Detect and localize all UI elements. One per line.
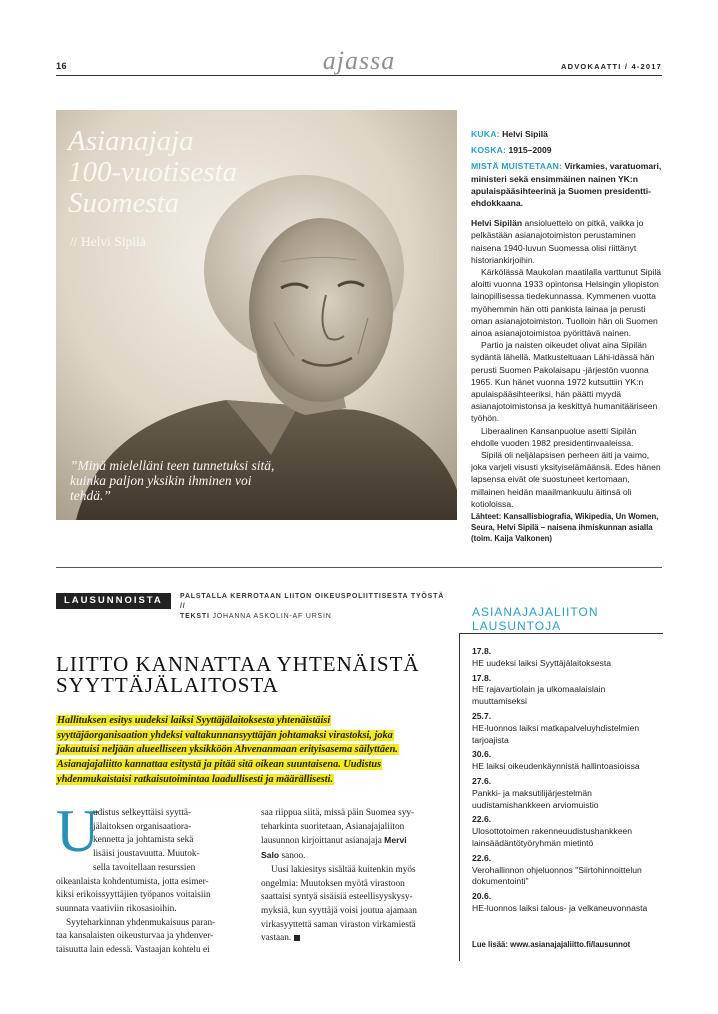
item-date: 17.8.	[472, 646, 492, 656]
item-date: 20.6.	[472, 891, 492, 902]
section-divider	[56, 567, 662, 568]
photo-quote-line: kuinka paljon yksikin ihminen voi	[70, 473, 252, 488]
bio-mista-value: Virkamies, varatuomari, ministeri sekä ensimmäinen nainen YK:n apulaispääsihteerinä ja Suomen presidentti-ehdokkaana.	[471, 161, 662, 209]
list-item	[472, 749, 662, 773]
bio-paragraph	[471, 217, 665, 266]
column-tag: LAUSUNNOISTA	[56, 593, 171, 609]
body-line: taisuutta lain edessä. Vastaajan kohtelu ei	[56, 945, 210, 956]
body-line: myksiä, kun syyttäjä voisi joutua ajamaan	[261, 905, 417, 916]
body-line-text: sanoo.	[279, 851, 306, 862]
body-line: kiksi erikoissyyttäjien työpanos voitaisiin	[56, 890, 211, 901]
bio-sources: Lähteet: Kansallisbiografia, Wikipedia, Un Women, Seura, Helvi Sipilä – naisena ihmiskunnan asialla (toim. Kaija Valkonen)	[471, 512, 659, 544]
item-text: Verohallinnon ohjeluonnos "Siirtohinnoittelun dokumentointi"	[472, 864, 642, 887]
body-line: saattaisi syntyä sisäisiä esteellisyyskysy-	[261, 892, 413, 903]
author-name: Mervi	[384, 835, 407, 846]
body-line: Syyteharkinnan yhdenmukaisuus paran-	[66, 917, 216, 928]
byline	[180, 612, 450, 622]
headline-line: LIITTO KANNATTAA YHTENÄISTÄ	[56, 652, 420, 676]
headline-line: SYYTTÄJÄLAITOSTA	[56, 673, 279, 697]
item-date: 22.6.	[472, 852, 492, 863]
item-date: 27.6.	[472, 775, 492, 786]
sidebar-rule	[459, 633, 663, 634]
body-column-1	[56, 807, 251, 958]
section-title: ajassa	[322, 46, 396, 75]
page-number: 16	[56, 61, 68, 71]
drop-cap: U	[56, 798, 100, 864]
column-description	[180, 592, 450, 622]
body-line: Uusi lakiesitys sisältää kuitenkin myös	[271, 864, 416, 875]
bio-paragraph: Sipilä oli neljälapsisen perheen äiti ja vaimo, joka varjeli visusti yksityiselämäänsä. Edes hänen lapsensa eivät ole suostuneet kertomaan, millainen heidän maailmankuulu äitinsä oli kotioloissa.	[471, 450, 661, 509]
lead-line: Hallituksen esitys uudeksi laiksi Syyttäjälaitoksesta yhtenäistäisi	[57, 715, 331, 726]
bio-paragraph-text: ansioluettelo on pitkä, vaikka jo pelkästään asianajotoimiston perustaminen naisena 1940-luvun Suomessa olisi riittänyt historiankirjoihin.	[471, 218, 644, 265]
bio-koska	[471, 144, 665, 156]
bio-paragraph: Liberaalinen Kansanpuolue asetti Sipilän ehdolle vuoden 1982 presidentinvaaleissa.	[471, 425, 637, 448]
photo-title-line: Suomesta	[68, 187, 180, 219]
list-item	[472, 891, 662, 915]
bio-koska-value: 1915–2009	[508, 145, 552, 156]
body-line	[261, 932, 446, 946]
bio-paragraph: Kärkölässä Maukolan maatilalla varttunut Sipilä aloitti vuonna 1933 opintonsa Helsingin yliopiston lainopillisessa tiedekunnassa. Kymmenen vuotta myöhemmin hän otti pankista lainaa ja perusti oman asianajotoimiston. Tuolloin hän oli Suomen ainoa asianajotoimistoa pyörittävä nainen.	[471, 267, 662, 339]
item-date: 25.7.	[472, 710, 492, 721]
photo-quote-line: tehdä.”	[70, 488, 111, 503]
list-item	[472, 711, 662, 746]
body-line	[261, 849, 446, 864]
author-surname: Salo	[261, 850, 280, 861]
photo-title	[68, 126, 237, 219]
body-line: kennetta ja johtamista sekä	[93, 835, 194, 846]
column-description-text: PALSTALLA KERROTAAN LIITON OIKEUSPOLIITTISESTA TYÖSTÄ //	[180, 593, 445, 610]
bio-mista	[471, 160, 665, 209]
item-text: Ulosottotoimen rakenneuudistushankkeen lainsäädäntötyöryhmän mietintö	[472, 826, 633, 848]
lead-line: Asianajajaliitto kannattaa esitystä ja pitää sitä oikean suuntaisena. Uudistus	[57, 759, 382, 771]
item-text: HE rajavartiolain ja ulkomaalaislain muuttamiseksi	[472, 684, 606, 707]
sidebar-title-line: ASIANAJAJALIITON	[472, 605, 599, 619]
sidebar-title-line: LAUSUNTOJA	[472, 618, 562, 633]
item-text: HE uudeksi laiksi Syyttäjälaitoksesta	[472, 657, 611, 668]
body-line: ongelmia: Muutoksen myötä virastoon	[261, 878, 405, 889]
sidebar-title	[472, 606, 598, 633]
article-lead	[56, 714, 412, 788]
bio-paragraph: Partio ja naisten oikeudet olivat aina Sipilän sydäntä lähellä. Matkusteltuaan Lähi-idässä hän perusti Suomen Pakolaisapu -järjestön vuonna 1965. Kun hänet vuonna 1972 kutsuttiin YK:n apulaispääsihteeriksi, hän päätti myydä asianajotoimistonsa ja keskittyä humanitääriseen työhön.	[471, 340, 658, 424]
body-line: taa kansalaisten oikeusturvaa ja yhdenver-	[56, 931, 214, 942]
lead-line: syyttäjäorganisaation yhdeksi valtakunnansyyttäjän johtamaksi virastoksi, joka	[57, 729, 393, 741]
bio-kuka	[471, 128, 665, 140]
photo-title-line: Asianajaja	[68, 125, 194, 157]
photo-quote	[70, 458, 420, 503]
item-text: HE-luonnos laiksi matkapalveluyhdistelmien tarjoajista	[472, 722, 640, 745]
photo-subtitle: // Helvi Sipilä	[70, 234, 146, 249]
article-headline	[56, 654, 436, 696]
body-line: teharkinta suoritetaan, Asianajajaliiton	[261, 821, 405, 832]
photo-title-line: 100-vuotisesta	[68, 156, 238, 188]
body-line: saa riippua siitä, missä päin Suomea syy-	[261, 808, 415, 818]
byline-name: JOHANNA ASKOLIN-AF URSIN	[212, 613, 332, 620]
bio-mista-label: MISTÄ MUISTETAAN:	[471, 161, 563, 172]
item-date: 17.8.	[472, 672, 492, 683]
item-text: HE-luonnos laiksi talous- ja velkaneuvonnasta	[472, 902, 648, 913]
bio-lead-name: Helvi Sipilän	[471, 218, 523, 229]
item-date: 30.6.	[472, 749, 492, 760]
list-item	[472, 814, 662, 849]
body-line: jälaitoksen organisaatiora-	[93, 821, 192, 832]
body-line-text: vastaan.	[261, 933, 292, 944]
body-line: virkasyyttettä saman viraston virkamiestä	[261, 919, 416, 930]
statement-list	[472, 646, 662, 918]
sidebar-footer-link[interactable]: Lue lisää: www.asianajajaliitto.fi/lausunnot	[472, 940, 631, 949]
list-item	[472, 673, 662, 708]
list-item	[472, 853, 662, 888]
body-line: lisäisi joustavuutta. Muutok-	[93, 849, 200, 860]
body-line-text: lausunnon kirjoittanut asianajaja	[261, 836, 385, 847]
magazine-issue: ADVOKAATTI / 4-2017	[560, 62, 662, 71]
body-line: suunnata vaativiin rikosasioihin.	[56, 903, 177, 914]
body-line: oikeanlaista kohdentumista, jotta esimer-	[56, 876, 209, 887]
lead-line: yhdenmukaistaisi ratkaisutoimintaa laadullisesti ja määrällisesti.	[57, 773, 334, 785]
bio-kuka-value: Helvi Sipilä	[502, 129, 548, 139]
bio-koska-label: KOSKA:	[471, 145, 507, 156]
item-text: Pankki- ja maksutilijärjestelmän uudistamishankkeen arviomuistio	[472, 787, 599, 810]
item-text: HE laiksi oikeudenkäynnistä hallintoasioissa	[472, 761, 640, 772]
header-rule	[56, 75, 662, 76]
end-mark	[294, 935, 300, 941]
portrait-photo	[56, 110, 457, 520]
bio-kuka-label: KUKA:	[471, 129, 500, 139]
sidebar-vertical-rule	[459, 633, 460, 961]
photo-quote-line: ”Minä mielelläni teen tunnetuksi sitä,	[70, 458, 275, 473]
list-item	[472, 776, 662, 811]
item-date: 22.6.	[472, 814, 492, 825]
body-line	[261, 834, 446, 849]
lead-line: jakautuisi neljään alueelliseen yksikköön Ahvenanmaan erityisasema säilyttäen.	[57, 744, 398, 756]
byline-label: TEKSTI	[180, 613, 210, 620]
bio-box	[471, 128, 665, 544]
body-line: udistus selkeyttäisi syyttä-	[93, 808, 192, 818]
body-column-2	[261, 807, 446, 946]
list-item	[472, 646, 662, 670]
body-line: sella tavoitellaan resurssien	[93, 862, 196, 873]
